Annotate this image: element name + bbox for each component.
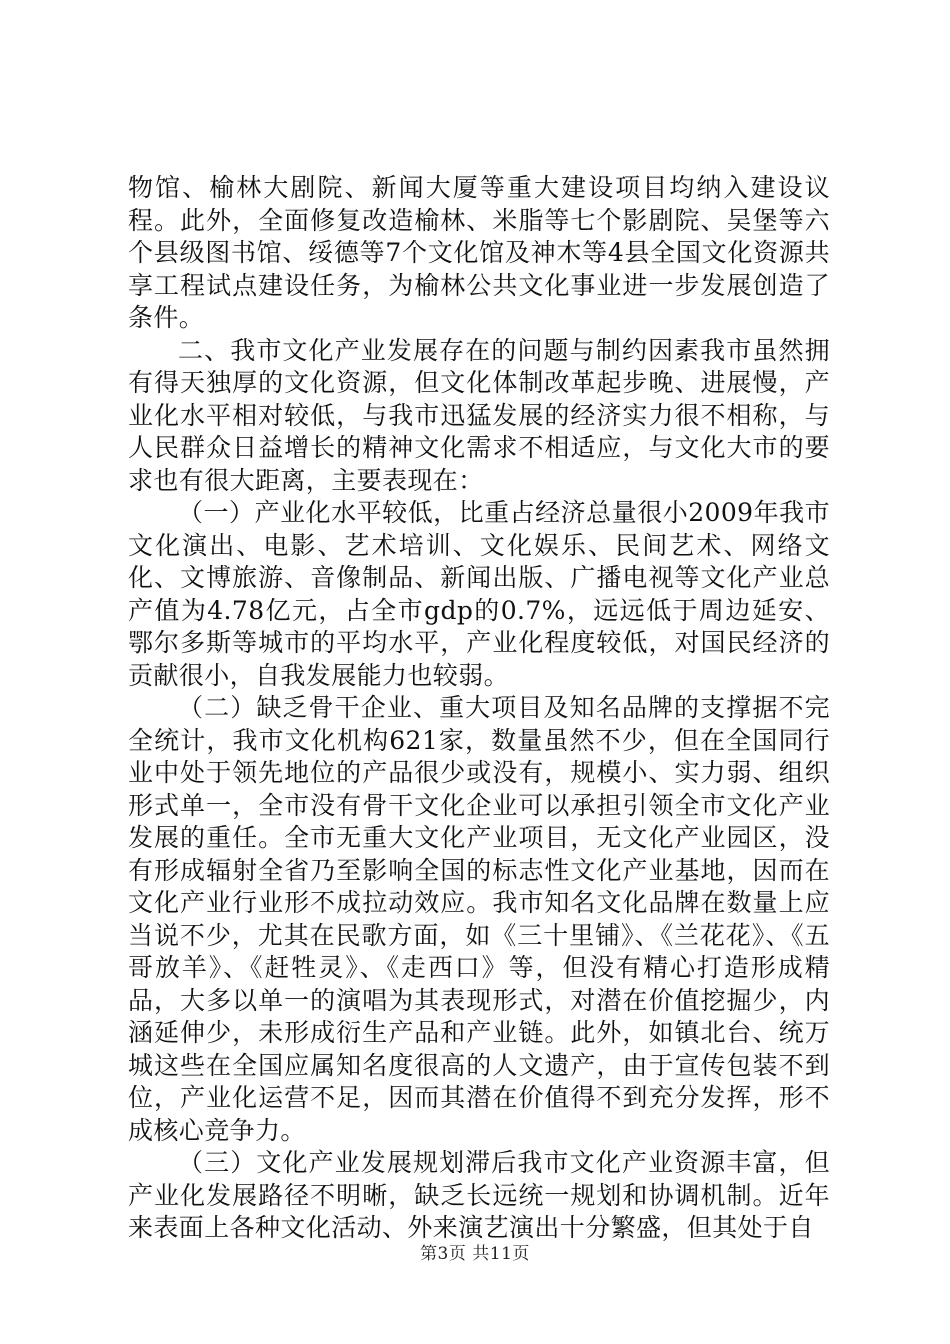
paragraph-section-two: 二、我市文化产业发展存在的问题与制约因素我市虽然拥有得天独厚的文化资源，但文化体制改革起步晚、进展慢，产业化水平相对较低，与我市迅猛发展的经济实力很不相称，与人民群众日益增长的精神文化需求不相适应，与文化大市的要求也有很大距离，主要表现在： [128,335,830,495]
paragraph-continuation: 物馆、榆林大剧院、新闻大厦等重大建设项目均纳入建设议程。此外，全面修复改造榆林、米脂等七个影剧院、吴堡等六个县级图书馆、绥德等7个文化馆及神木等4县全国文化资源共享工程试点建设任务，为榆林公共文化事业进一步发展创造了条件。 [128,173,830,332]
paragraph-item-three: （三）文化产业发展规划滞后我市文化产业资源丰富，但产业化发展路径不明晰，缺乏长远统一规划和协调机制。近年来表面上各种文化活动、外来演艺演出十分繁盛，但其处于自 [128,1148,830,1242]
document-body [128,172,830,1245]
page-number-footer: 第3页 共11页 [420,1244,530,1264]
paragraph-item-one: （一）产业化水平较低，比重占经济总量很小2009年我市文化演出、电影、艺术培训、文化娱乐、民间艺术、网络文化、文博旅游、音像制品、新闻出版、广播电视等文化产业总产值为4.78亿元，占全市gdp的0.7%，远远低于周边延安、鄂尔多斯等城市的平均水平，产业化程度较低，对国民经济的贡献很小，自我发展能力也较弱。 [128,498,830,690]
paragraph-item-two: （二）缺乏骨干企业、重大项目及知名品牌的支撑据不完全统计，我市文化机构621家，数量虽然不少，但在全国同行业中处于领先地位的产品很少或没有，规模小、实力弱、组织形式单一，全市没有骨干文化企业可以承担引领全市文化产业发展的重任。全市无重大文化产业项目，无文化产业园区，没有形成辐射全省乃至影响全国的标志性文化产业基地，因而在文化产业行业形不成拉动效应。我市知名文化品牌在数量上应当说不少，尤其在民歌方面，如《三十里铺》、《兰花花》、《五哥放羊》、《赶牲灵》、《走西口》等，但没有精心打造形成精品，大多以单一的演唱为其表现形式，对潜在价值挖掘少，内涵延伸少，未形成衍生产品和产业链。此外，如镇北台、统万城这些在全国应属知名度很高的人文遗产，由于宣传包装不到位，产业化运营不足，因而其潜在价值得不到充分发挥，形不成核心竞争力。 [128,693,830,1145]
